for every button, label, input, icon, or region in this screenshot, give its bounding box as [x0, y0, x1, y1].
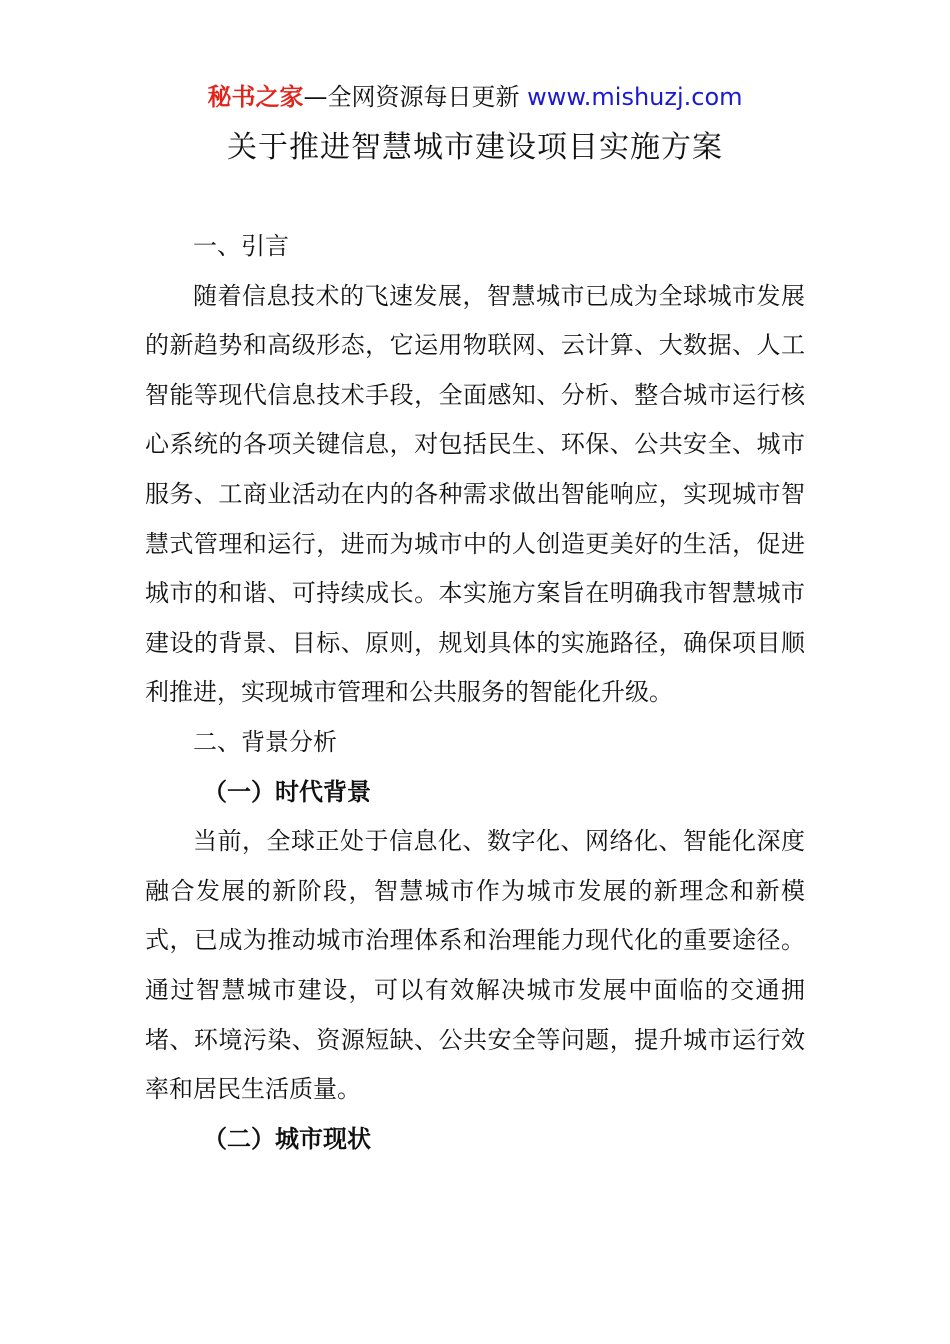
document-title: 关于推进智慧城市建设项目实施方案	[227, 130, 723, 165]
subsection-heading-city-status: （二）城市现状	[203, 1124, 371, 1153]
brand-name: 秘书之家	[207, 83, 304, 111]
site-url[interactable]: www.mishuzj.com	[527, 83, 743, 111]
document-body	[145, 222, 805, 1164]
paragraph-era-background: 当前，全球正处于信息化、数字化、网络化、智能化深度融合发展的新阶段，智慧城市作为城市发展的新理念和新模式，已成为推动城市治理体系和治理能力现代化的重要途径。通过智慧城市建设，可以有效解决城市发展中面临的交通拥堵、环境污染、资源短缺、公共安全等问题，提升城市运行效率和居民生活质量。	[145, 827, 805, 1104]
section-heading-introduction: 一、引言	[193, 232, 289, 260]
subsection-heading-era-background: （一）时代背景	[203, 777, 371, 806]
section-heading-background: 二、背景分析	[193, 727, 337, 756]
paragraph-introduction: 随着信息技术的飞速发展，智慧城市已成为全球城市发展的新趋势和高级形态，它运用物联网、云计算、大数据、人工智能等现代信息技术手段，全面感知、分析、整合城市运行核心系统的各项关键信息，对包括民生、环保、公共安全、城市服务、工商业活动在内的各种需求做出智能响应，实现城市智慧式管理和运行，进而为城市中的人创造更美好的生活，促进城市的和谐、可持续成长。本实施方案旨在明确我市智慧城市建设的背景、目标、原则，规划具体的实施路径，确保项目顺利推进，实现城市管理和公共服务的智能化升级。	[145, 281, 805, 707]
site-header	[0, 80, 950, 114]
site-tagline: —全网资源每日更新	[303, 83, 520, 111]
